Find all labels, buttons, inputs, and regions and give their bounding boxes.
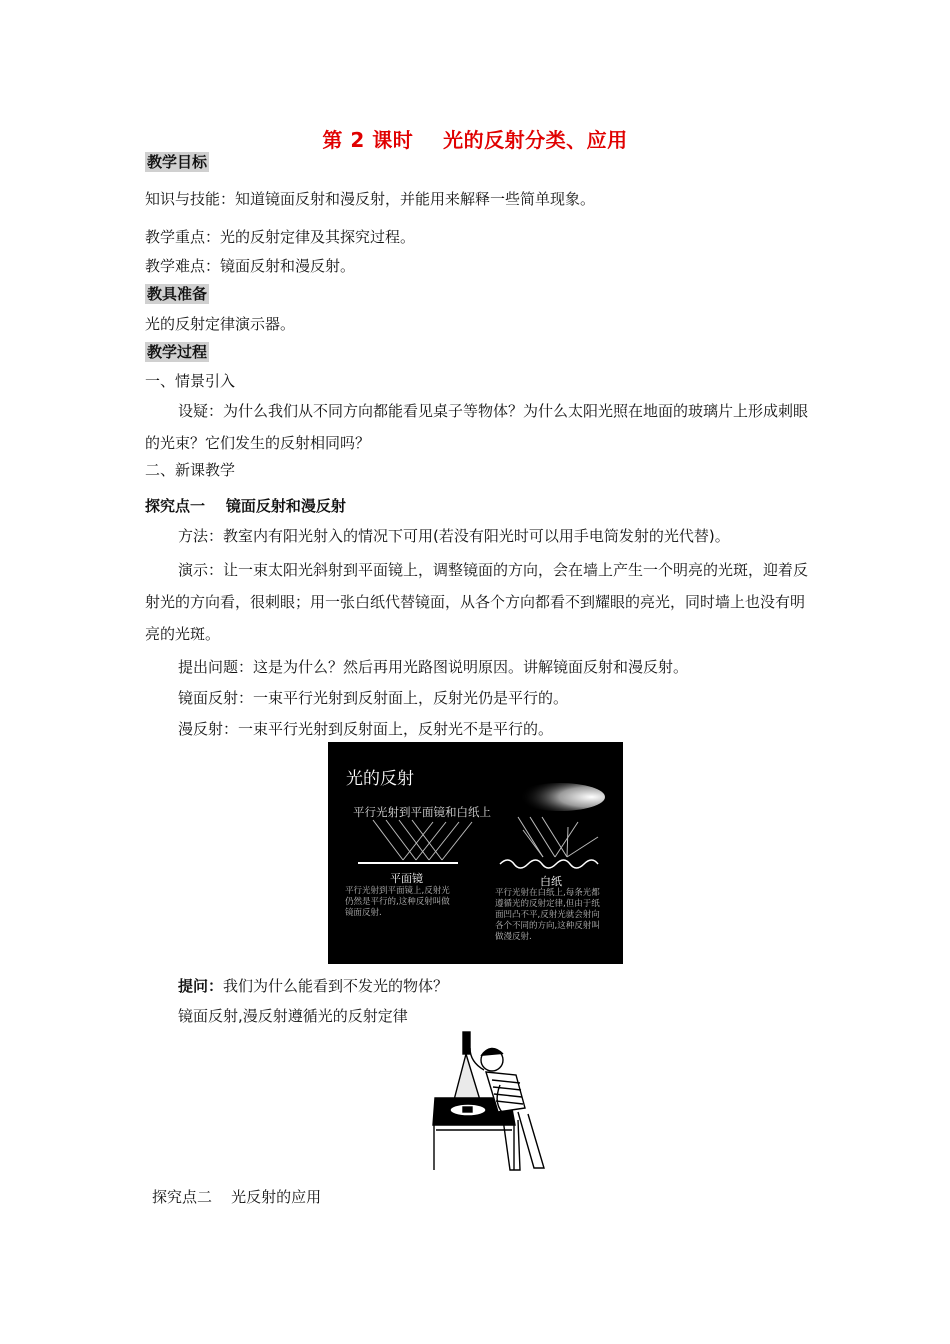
demo-text: 演示：让一束太阳光斜射到平面镜上，调整镜面的方向，会在墙上产生一个明亮的光斑，迎着反射光的方向看，很刺眼；用一张白纸代替镜面，从各个方向都看不到耀眼的亮光，同时墙上也没有明亮的光斑。	[145, 561, 809, 643]
paper-surface	[500, 860, 598, 868]
paper-label: 白纸	[540, 875, 562, 888]
paper-rays	[518, 817, 598, 857]
section-header-goals	[145, 153, 209, 171]
section-header-process	[145, 343, 209, 361]
diffuse-definition: 漫反射：一束平行光射到反射面上，反射光不是平行的。	[178, 720, 554, 738]
paper-description: 平行光射在白纸上,每条光都 遵循光的反射定律,但由于纸 面凹凸不平,反射光就会射向 各个不同的方向,这种反射叫 做漫反射.	[495, 888, 600, 942]
ask-text: 我们为什么能看到不发光的物体？	[223, 977, 449, 995]
step-new-lesson: 二、新课教学	[145, 461, 236, 479]
page-title: 第 2 课时 光的反射分类、应用	[322, 128, 628, 152]
raise-question: 提出问题：这是为什么？然后再用光路图说明原因。讲解镜面反射和漫反射。	[178, 658, 689, 676]
boy-flashlight-illustration	[430, 1030, 560, 1180]
slide-subtitle: 平行光射到平面镜和白纸上	[353, 805, 491, 819]
slide-title: 光的反射	[346, 769, 414, 789]
goal-knowledge: 知识与技能：知道镜面反射和漫反射，并能用来解释一些简单现象。	[145, 190, 596, 208]
reflection-slide-image	[328, 742, 623, 964]
mirror-label: 平面镜	[390, 872, 423, 885]
question-intro: 设疑：为什么我们从不同方向都能看见桌子等物体？为什么太阳光照在地面的玻璃片上形成刺眼的光束？它们发生的反射相同吗？	[145, 402, 809, 452]
mirror-rays	[373, 820, 472, 860]
key-point: 教学重点：光的反射定律及其探究过程。	[145, 228, 416, 246]
process-header: 教学过程	[147, 343, 208, 361]
specular-definition: 镜面反射：一束平行光射到反射面上，反射光仍是平行的。	[178, 689, 569, 707]
goals-header: 教学目标	[147, 153, 208, 171]
ask-question	[178, 977, 448, 995]
reflection-law-note: 镜面反射,漫反射遵循光的反射定律	[178, 1007, 408, 1025]
light-source-icon	[515, 783, 605, 811]
step-intro: 一、情景引入	[145, 372, 236, 390]
explore-point-two: 探究点二 光反射的应用	[152, 1188, 322, 1206]
tools-text: 光的反射定律演示器。	[145, 315, 296, 333]
section-header-tools	[145, 285, 209, 303]
difficult-point: 教学难点：镜面反射和漫反射。	[145, 257, 356, 275]
explore-point-one: 探究点一 镜面反射和漫反射	[145, 497, 346, 515]
tools-header: 教具准备	[147, 285, 208, 303]
ask-label: 提问：	[178, 977, 224, 995]
mirror-description: 平行光射到平面镜上,反射光 仍然是平行的,这种反射叫做 镜面反射.	[345, 886, 450, 918]
method-text: 方法：教室内有阳光射入的情况下可用(若没有阳光时可以用手电筒发射的光代替)。	[178, 527, 730, 545]
